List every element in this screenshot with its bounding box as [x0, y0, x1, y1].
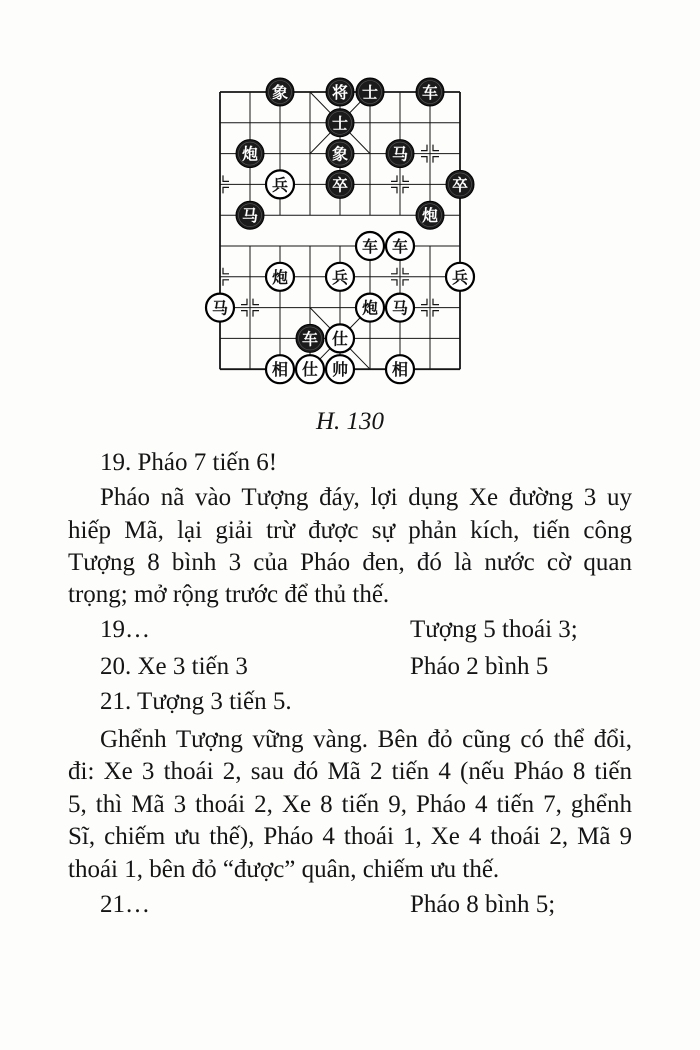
red-cannon-piece	[266, 263, 294, 291]
black-horse-piece	[386, 140, 414, 168]
point-marker	[433, 311, 439, 317]
move-21-black: Pháo 8 bình 5;	[410, 891, 556, 918]
piece-label: 象	[271, 83, 289, 102]
point-marker	[223, 280, 229, 286]
point-marker	[223, 175, 229, 181]
red-cannon-piece	[356, 294, 384, 322]
black-chariot-piece	[296, 324, 324, 352]
move-19-red: 19. Pháo 7 tiến 6!	[100, 449, 278, 476]
point-marker	[433, 157, 439, 163]
move-20-black: Pháo 2 bình 5	[410, 653, 549, 680]
move-20-red: 20. Xe 3 tiến 3	[100, 653, 248, 680]
red-horse-piece	[206, 294, 234, 322]
piece-label: 车	[301, 329, 319, 349]
red-advisor-piece	[326, 324, 354, 352]
point-marker	[391, 280, 397, 286]
red-general-piece	[326, 355, 354, 383]
point-marker	[241, 311, 247, 317]
red-horse-piece	[386, 294, 414, 322]
point-marker	[421, 299, 427, 305]
red-advisor-piece	[296, 355, 324, 383]
piece-label: 帅	[331, 360, 349, 380]
paragraph-1-line: Pháo nã vào Tượng đáy, lợi dụng Xe đường 3 uy	[100, 484, 632, 511]
red-soldier-piece	[266, 170, 294, 198]
piece-label: 象	[331, 144, 349, 164]
black-advisor-piece	[356, 78, 384, 106]
point-marker	[421, 145, 427, 151]
black-chariot-piece	[416, 78, 444, 106]
point-marker	[223, 187, 229, 193]
point-marker	[433, 299, 439, 305]
piece-label: 卒	[451, 175, 469, 195]
paragraph-1-line: hiếp Mã, lại giải trừ được sự phản kích, tiến công	[68, 517, 632, 544]
point-marker	[433, 145, 439, 151]
black-soldier-piece	[446, 170, 474, 198]
point-marker	[223, 268, 229, 274]
piece-label: 士	[361, 83, 379, 102]
black-cannon-piece	[236, 140, 264, 168]
piece-label: 相	[271, 360, 289, 380]
figure-caption: H. 130	[315, 408, 385, 435]
paragraph-1-line: trọng; mở rộng trước để thủ thế.	[68, 581, 390, 608]
piece-label: 兵	[331, 267, 349, 287]
move-21-red: 21. Tượng 3 tiến 5.	[100, 688, 292, 715]
red-chariot-piece	[386, 232, 414, 260]
piece-label: 车	[361, 237, 379, 256]
point-marker	[403, 175, 409, 181]
piece-label: 将	[331, 83, 349, 102]
point-marker	[403, 268, 409, 274]
point-marker	[253, 311, 259, 317]
piece-label: 炮	[421, 206, 439, 226]
red-elephant-piece	[386, 355, 414, 383]
piece-label: 相	[391, 360, 409, 380]
point-marker	[241, 299, 247, 305]
paragraph-1-line: Tượng 8 bình 3 của Pháo đen, đó là nước cờ quan	[68, 549, 632, 576]
piece-label: 马	[391, 298, 409, 318]
point-marker	[403, 280, 409, 286]
black-advisor-piece	[326, 109, 354, 137]
paragraph-2-line: Ghểnh Tượng vững vàng. Bên đỏ cũng có thể đổi,	[100, 726, 632, 753]
black-soldier-piece	[326, 170, 354, 198]
paragraph-2-line: đi: Xe 3 thoái 2, sau đó Mã 2 tiến 4 (nếu Pháo 8 tiến	[68, 758, 632, 785]
red-soldier-piece	[326, 263, 354, 291]
point-marker	[253, 299, 259, 305]
point-marker	[391, 175, 397, 181]
point-marker	[391, 268, 397, 274]
red-soldier-piece	[446, 263, 474, 291]
move-19-number: 19…	[100, 616, 150, 643]
piece-label: 兵	[271, 175, 289, 195]
piece-label: 兵	[451, 267, 469, 287]
piece-label: 炮	[271, 267, 289, 287]
paragraph-2-line: 5, thì Mã 3 thoái 2, Xe 8 tiến 9, Pháo 4 tiến 7, ghểnh	[68, 791, 632, 818]
red-elephant-piece	[266, 355, 294, 383]
black-general-piece	[326, 78, 354, 106]
point-marker	[421, 157, 427, 163]
piece-label: 马	[391, 144, 409, 164]
point-marker	[403, 187, 409, 193]
piece-label: 仕	[331, 329, 349, 349]
move-21-number: 21…	[100, 891, 150, 918]
piece-label: 卒	[331, 175, 349, 195]
piece-label: 马	[241, 206, 259, 226]
paragraph-2-line: Sĩ, chiếm ưu thế), Pháo 4 thoái 1, Xe 4 thoái 2, Mã 9	[68, 823, 632, 850]
xiangqi-board-diagram	[200, 70, 480, 390]
move-19-black: Tượng 5 thoái 3;	[410, 616, 578, 643]
point-marker	[391, 187, 397, 193]
black-elephant-piece	[326, 140, 354, 168]
piece-label: 士	[331, 113, 349, 133]
point-marker	[421, 311, 427, 317]
piece-label: 仕	[301, 360, 319, 380]
paragraph-2-line: thoái 1, bên đỏ “được” quân, chiếm ưu thế.	[68, 856, 500, 883]
red-chariot-piece	[356, 232, 384, 260]
piece-label: 炮	[241, 144, 259, 164]
black-cannon-piece	[416, 201, 444, 229]
black-horse-piece	[236, 201, 264, 229]
piece-label: 马	[211, 298, 229, 318]
piece-label: 车	[391, 237, 409, 256]
piece-label: 炮	[361, 298, 379, 318]
piece-label: 车	[421, 83, 439, 102]
black-elephant-piece	[266, 78, 294, 106]
